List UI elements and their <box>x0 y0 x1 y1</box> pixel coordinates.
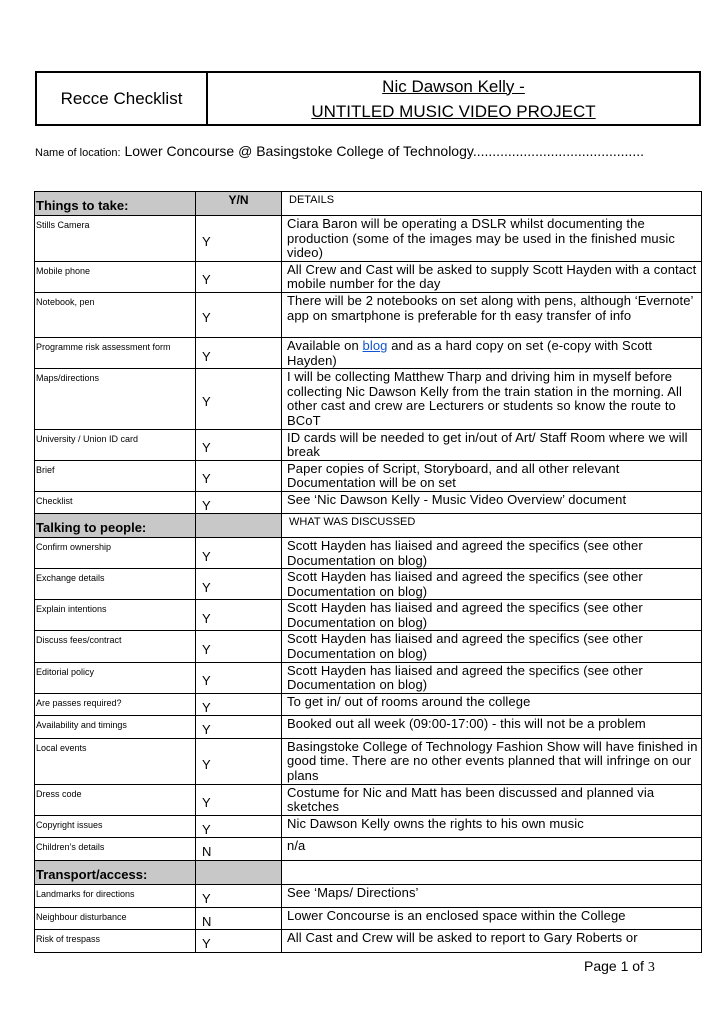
row-details: Ciara Baron will be operating a DSLR whilst documenting the production (some of the images may be used in the finished music video) <box>282 216 702 262</box>
location-label: Name of location: <box>35 147 121 159</box>
section-title-things: Things to take: <box>35 192 196 216</box>
section-title-talking: Talking to people: <box>35 513 196 537</box>
project-title-line-1: Nic Dawson Kelly - <box>382 76 525 96</box>
row-yn: Y <box>196 631 282 662</box>
table-row <box>35 784 702 815</box>
row-yn: Y <box>196 784 282 815</box>
row-item: University / Union ID card <box>35 429 196 460</box>
row-item: Discuss fees/contract <box>35 631 196 662</box>
row-item: Landmarks for directions <box>35 884 196 907</box>
row-yn: Y <box>196 693 282 715</box>
row-yn: Y <box>196 569 282 600</box>
table-row <box>35 429 702 460</box>
row-item: Mobile phone <box>35 261 196 292</box>
row-details: Scott Hayden has liaised and agreed the specifics (see other Documentation on blog) <box>282 662 702 693</box>
page-number <box>584 958 655 976</box>
row-details: All Crew and Cast will be asked to supply Scott Hayden with a contact mobile number for the day <box>282 261 702 292</box>
row-details: To get in/ out of rooms around the college <box>282 693 702 715</box>
row-yn: Y <box>196 369 282 429</box>
table-row <box>35 537 702 568</box>
row-item: Programme risk assessment form <box>35 337 196 368</box>
row-item: Maps/directions <box>35 369 196 429</box>
details-text-after-link: and as a hard copy on set (e-copy with Scott Hayden) <box>287 337 653 368</box>
row-yn: Y <box>196 429 282 460</box>
row-yn: Y <box>196 715 282 738</box>
location-line <box>35 143 644 161</box>
section-yn-blank <box>196 860 282 884</box>
row-details: n/a <box>282 837 702 860</box>
project-title-line-2: UNTITLED MUSIC VIDEO PROJECT <box>311 101 596 121</box>
table-row <box>35 929 702 952</box>
row-details: ID cards will be needed to get in/out of Art/ Staff Room where we will break <box>282 429 702 460</box>
table-row <box>35 369 702 429</box>
row-details: Scott Hayden has liaised and agreed the specifics (see other Documentation on blog) <box>282 631 702 662</box>
row-item: Are passes required? <box>35 693 196 715</box>
row-details: Costume for Nic and Matt has been discussed and planned via sketches <box>282 784 702 815</box>
table-row <box>35 815 702 837</box>
row-yn: Y <box>196 537 282 568</box>
table-row <box>35 907 702 929</box>
row-details: Paper copies of Script, Storyboard, and all other relevant Documentation will be on set <box>282 460 702 491</box>
details-column-header: DETAILS <box>282 192 702 216</box>
row-details: Scott Hayden has liaised and agreed the specifics (see other Documentation on blog) <box>282 600 702 631</box>
row-details: See ‘Maps/ Directions’ <box>282 884 702 907</box>
table-row <box>35 715 702 738</box>
table-row <box>35 216 702 262</box>
row-item: Copyright issues <box>35 815 196 837</box>
section-yn-blank <box>196 513 282 537</box>
page-total: 3 <box>647 960 655 975</box>
row-details: Scott Hayden has liaised and agreed the specifics (see other Documentation on blog) <box>282 537 702 568</box>
row-details: All Cast and Crew will be asked to report to Gary Roberts or <box>282 929 702 952</box>
project-title <box>208 73 699 124</box>
yn-column-header: Y/N <box>196 192 282 216</box>
table-row <box>35 693 702 715</box>
section-header-things <box>35 192 702 216</box>
row-item: Checklist <box>35 491 196 513</box>
checklist-table <box>34 191 702 953</box>
row-item: Risk of trespass <box>35 929 196 952</box>
row-yn: Y <box>196 460 282 491</box>
section-header-transport <box>35 860 702 884</box>
table-row <box>35 292 702 337</box>
table-row <box>35 491 702 513</box>
row-item: Neighbour disturbance <box>35 907 196 929</box>
row-yn: N <box>196 837 282 860</box>
row-yn: Y <box>196 261 282 292</box>
table-row <box>35 662 702 693</box>
blog-link[interactable]: blog <box>362 337 388 353</box>
table-row <box>35 460 702 491</box>
section-header-talking <box>35 513 702 537</box>
table-row <box>35 600 702 631</box>
header-box <box>35 71 701 126</box>
table-row <box>35 569 702 600</box>
row-item: Local events <box>35 738 196 784</box>
row-item: Children’s details <box>35 837 196 860</box>
row-item: Dress code <box>35 784 196 815</box>
section-details-blank <box>282 860 702 884</box>
table-row <box>35 261 702 292</box>
document-title: Recce Checklist <box>37 73 208 124</box>
table-row <box>35 738 702 784</box>
row-yn: Y <box>196 662 282 693</box>
row-yn: Y <box>196 491 282 513</box>
row-yn: Y <box>196 815 282 837</box>
row-yn: Y <box>196 337 282 368</box>
row-yn: Y <box>196 884 282 907</box>
row-item: Explain intentions <box>35 600 196 631</box>
row-details: Basingstoke College of Technology Fashion Show will have finished in good time. There are no other events planned that will infringe on our plans <box>282 738 702 784</box>
row-details: I will be collecting Matthew Tharp and driving him in myself before collecting Nic Dawson Kelly from the train station in the morning. All other cast and crew are Lecturers or students so know the route to BCoT <box>282 369 702 429</box>
row-yn: Y <box>196 216 282 262</box>
location-value: Lower Concourse @ Basingstoke College of Technology............................................ <box>120 143 644 159</box>
row-item: Brief <box>35 460 196 491</box>
row-yn: N <box>196 907 282 929</box>
row-details: Lower Concourse is an enclosed space within the College <box>282 907 702 929</box>
row-details: Scott Hayden has liaised and agreed the specifics (see other Documentation on blog) <box>282 569 702 600</box>
details-text-before-link: Available on <box>287 337 363 353</box>
table-row <box>35 631 702 662</box>
row-item: Notebook, pen <box>35 292 196 337</box>
row-details: There will be 2 notebooks on set along with pens, although ‘Evernote’ app on smartphone is preferable for th easy transfer of info <box>282 292 702 337</box>
discussed-column-header: WHAT WAS DISCUSSED <box>282 513 702 537</box>
row-yn: Y <box>196 600 282 631</box>
row-yn: Y <box>196 929 282 952</box>
row-item: Stills Camera <box>35 216 196 262</box>
row-item: Editorial policy <box>35 662 196 693</box>
row-yn: Y <box>196 292 282 337</box>
row-item: Confirm ownership <box>35 537 196 568</box>
row-details: See ‘Nic Dawson Kelly - Music Video Overview’ document <box>282 491 702 513</box>
table-row <box>35 837 702 860</box>
table-row <box>35 884 702 907</box>
row-details: Nic Dawson Kelly owns the rights to his own music <box>282 815 702 837</box>
table-row <box>35 337 702 368</box>
page-number-label: Page 1 of <box>584 958 648 974</box>
row-item: Exchange details <box>35 569 196 600</box>
row-item: Availability and timings <box>35 715 196 738</box>
section-title-transport: Transport/access: <box>35 860 196 884</box>
row-details <box>282 337 702 368</box>
row-details: Booked out all week (09:00-17:00) - this will not be a problem <box>282 715 702 738</box>
row-yn: Y <box>196 738 282 784</box>
